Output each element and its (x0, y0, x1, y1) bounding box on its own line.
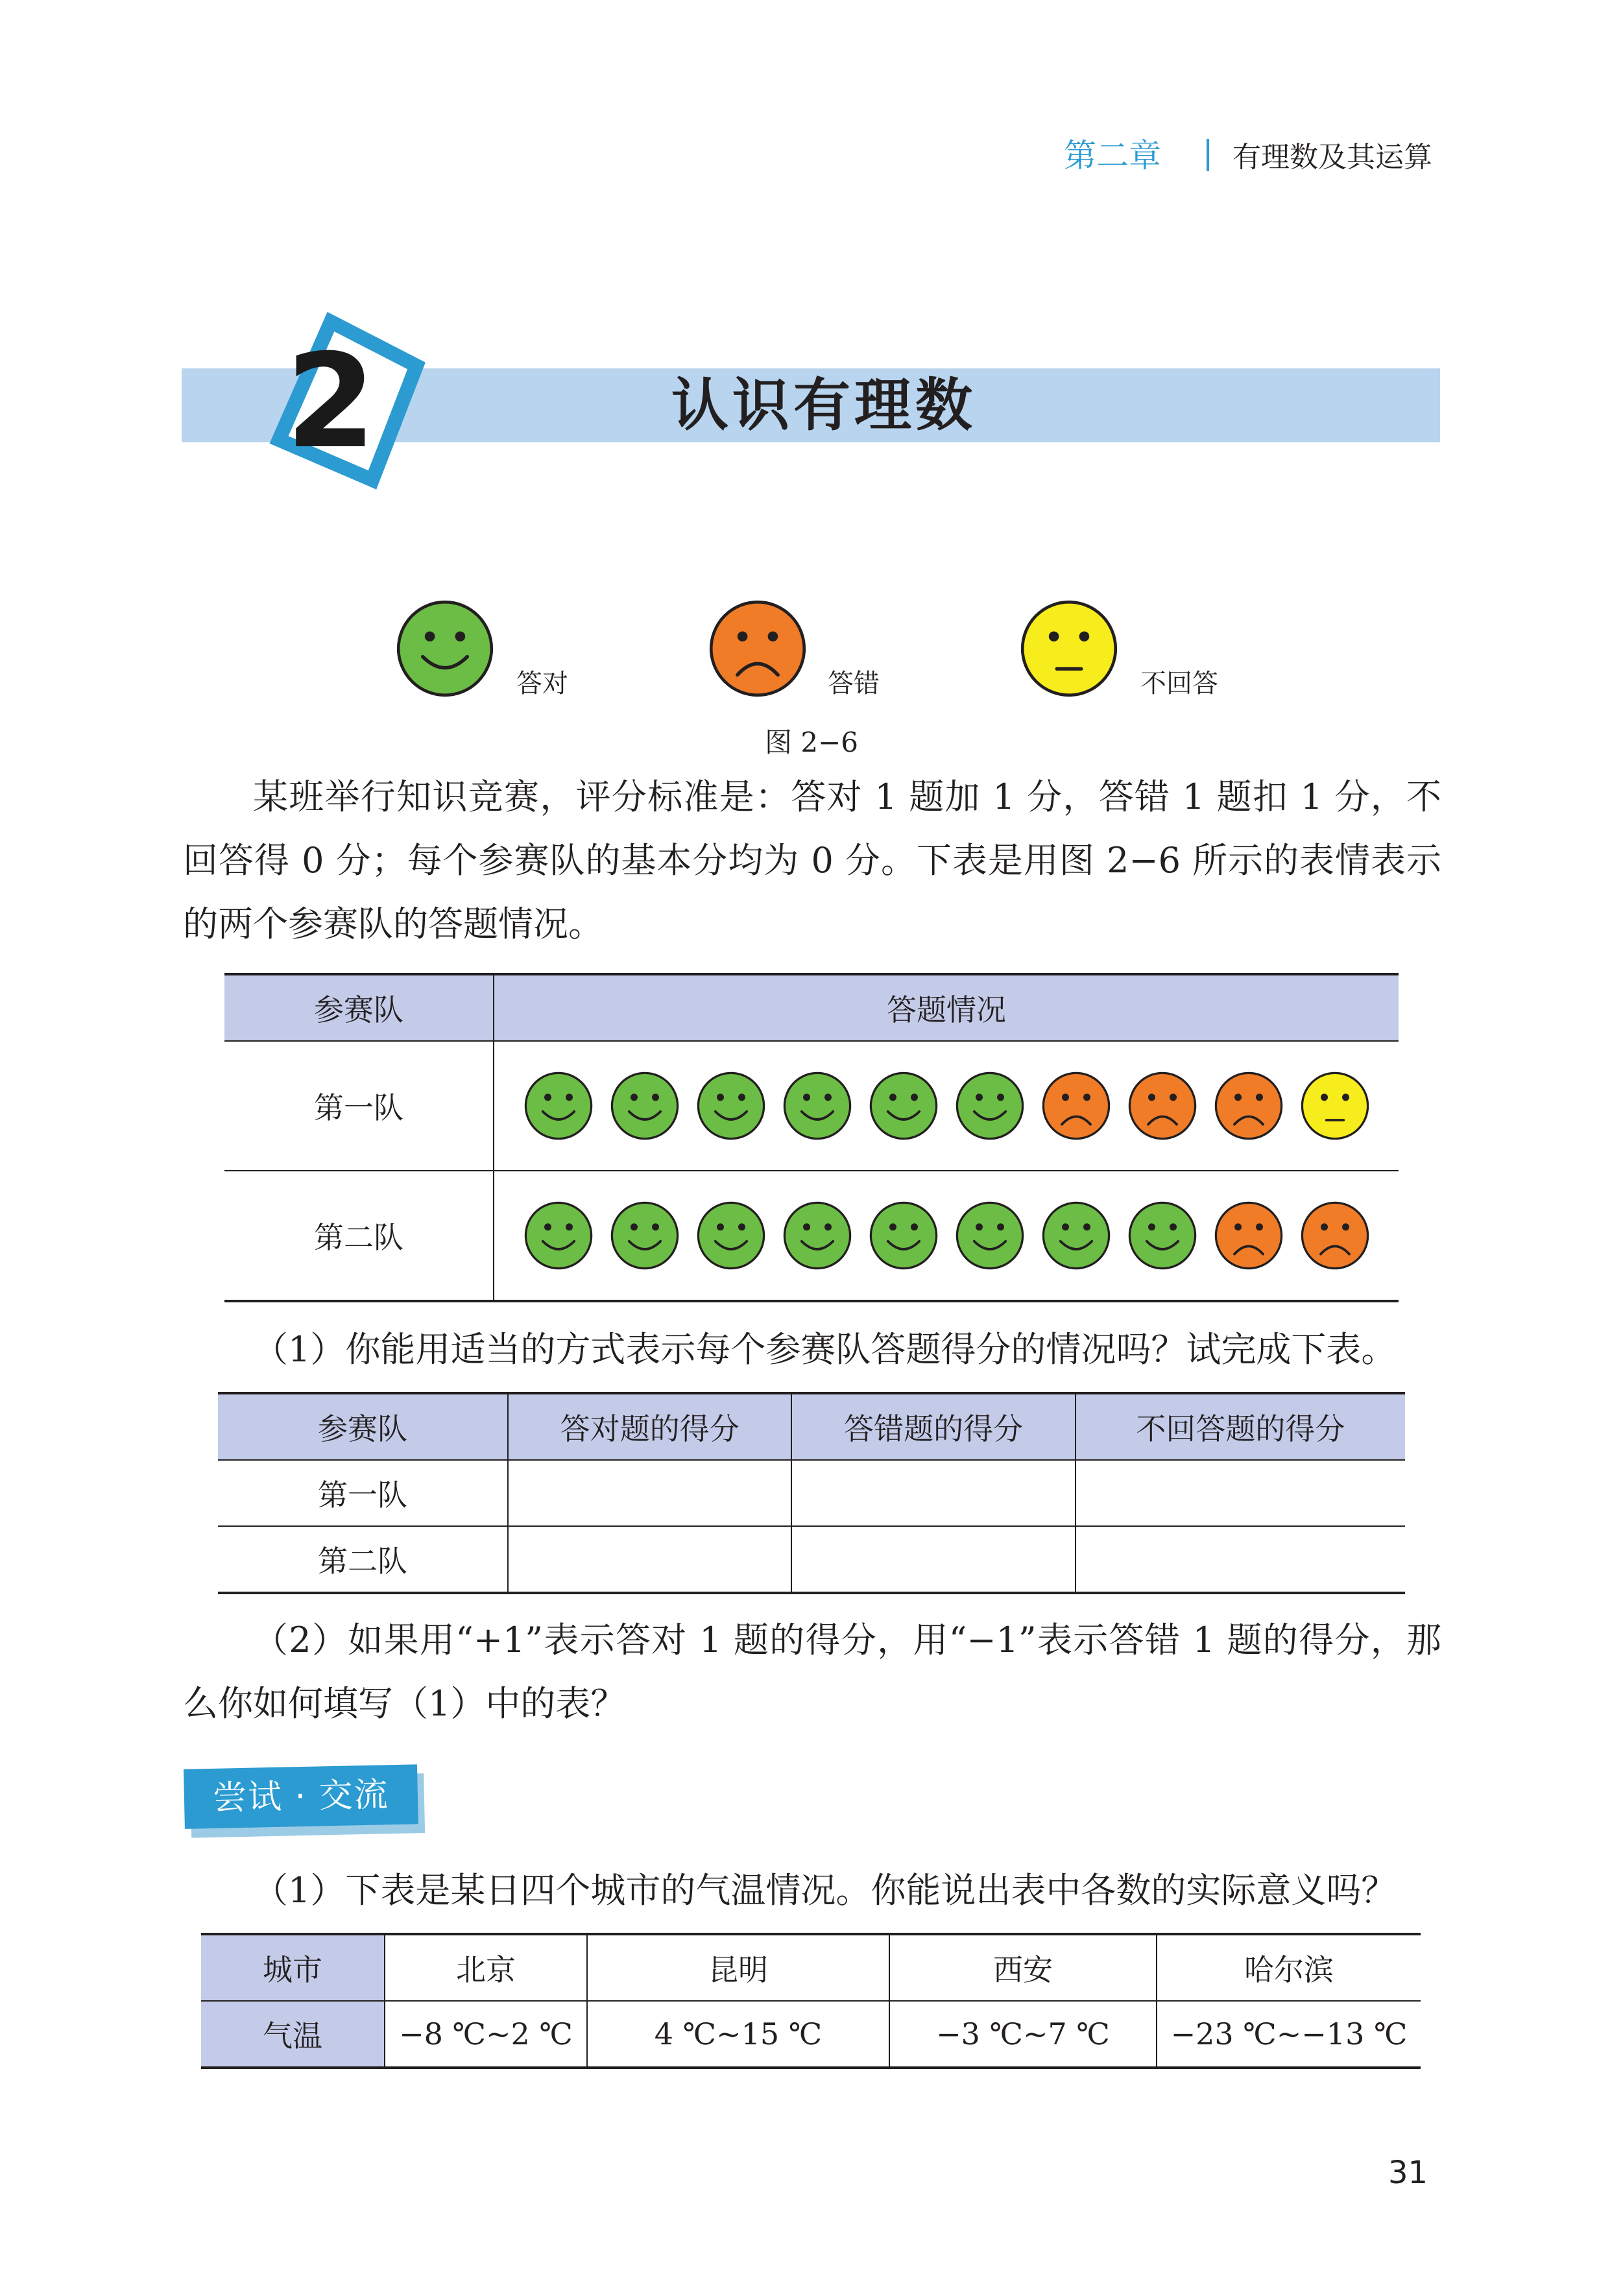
happy-face-icon (394, 598, 496, 699)
row-header: 气温 (201, 2001, 385, 2068)
sad-face-icon (1213, 1070, 1284, 1142)
figure-caption: 图 2−6 (765, 726, 858, 758)
sad-face-icon (707, 598, 808, 699)
question-2: （2）如果用“+1”表示答对 1 题的得分，用“−1”表示答错 1 题的得分，那么你如何填写（1）中的表？ (183, 1620, 1441, 1724)
score-cell[interactable] (508, 1526, 791, 1593)
question-1: （1）你能用适当的方式表示每个参赛队答题得分的情况吗？试完成下表。 (253, 1329, 1397, 1370)
temp-cell: −8 ℃~2 ℃ (385, 2001, 587, 2068)
happy-face-icon (609, 1070, 680, 1142)
score-cell[interactable] (1076, 1460, 1405, 1526)
team-cell: 第二队 (218, 1526, 508, 1593)
city-cell: 哈尔滨 (1157, 1934, 1421, 2001)
answer-status-table (224, 973, 1399, 1302)
happy-face-icon (954, 1200, 1026, 1271)
happy-face-icon (695, 1070, 767, 1142)
section-number: 2 (285, 326, 376, 477)
team-cell: 第一队 (218, 1460, 508, 1526)
table-row (218, 1460, 1405, 1526)
temp-cell: −23 ℃~−13 ℃ (1157, 2001, 1421, 2068)
table-row (224, 1041, 1399, 1171)
happy-face-icon (954, 1070, 1026, 1142)
section-title: 认识有理数 (671, 372, 976, 438)
table-header: 参赛队 (224, 974, 494, 1041)
sad-face-icon (1127, 1070, 1198, 1142)
happy-face-icon (782, 1200, 853, 1271)
happy-face-icon (782, 1070, 853, 1142)
score-cell[interactable] (791, 1460, 1075, 1526)
happy-face-icon (695, 1200, 767, 1271)
table-header: 答题情况 (494, 974, 1399, 1041)
legend-label-correct: 答对 (516, 669, 568, 699)
legend-label-wrong: 答错 (828, 669, 880, 699)
try-exchange-label: 尝试 · 交流 (212, 1775, 390, 1818)
table-row (218, 1526, 1405, 1593)
score-table (218, 1392, 1405, 1594)
happy-face-icon (523, 1070, 594, 1142)
city-temperature-table (201, 1933, 1421, 2069)
score-cell[interactable] (1076, 1526, 1405, 1593)
legend-label-no-answer: 不回答 (1140, 669, 1218, 699)
city-cell: 昆明 (587, 1934, 889, 2001)
page-number: 31 (1388, 2155, 1428, 2191)
row-header: 城市 (201, 1934, 385, 2001)
table-header: 答错题的得分 (791, 1393, 1075, 1460)
temp-cell: −3 ℃~7 ℃ (889, 2001, 1157, 2068)
happy-face-icon (1040, 1200, 1112, 1271)
city-cell: 西安 (889, 1934, 1157, 2001)
happy-face-icon (868, 1070, 939, 1142)
table-row (201, 1934, 1421, 2001)
question-3: （1）下表是某日四个城市的气温情况。你能说出表中各数的实际意义吗？ (253, 1870, 1397, 1911)
table-row (224, 1171, 1399, 1301)
table-header: 答对题的得分 (508, 1393, 791, 1460)
happy-face-icon (523, 1200, 594, 1271)
chapter-title: 有理数及其运算 (1232, 141, 1432, 174)
happy-face-icon (868, 1200, 939, 1271)
table-header: 不回答题的得分 (1076, 1393, 1405, 1460)
try-exchange-tag (184, 1764, 424, 1834)
happy-face-icon (1127, 1200, 1198, 1271)
happy-face-icon (609, 1200, 680, 1271)
neutral-face-icon (1018, 598, 1120, 699)
score-cell[interactable] (508, 1460, 791, 1526)
sad-face-icon (1213, 1200, 1284, 1271)
team-cell: 第一队 (224, 1041, 494, 1171)
sad-face-icon (1299, 1200, 1371, 1271)
chapter-label: 第二章 (1064, 137, 1161, 174)
intro-paragraph: 某班举行知识竞赛，评分标准是：答对 1 题加 1 分，答错 1 题扣 1 分，不回答得 0 分；每个参赛队的基本分均为 0 分。下表是用图 2−6 所示的表情表示的两个参赛队的答题情况。 (183, 776, 1441, 944)
table-header: 参赛队 (218, 1393, 508, 1460)
sad-face-icon (1040, 1070, 1112, 1142)
city-cell: 北京 (385, 1934, 587, 2001)
faces-cell (494, 1171, 1399, 1301)
header-divider (1207, 139, 1209, 171)
temp-cell: 4 ℃~15 ℃ (587, 2001, 889, 2068)
faces-cell (494, 1041, 1399, 1171)
table-row (201, 2001, 1421, 2068)
score-cell[interactable] (791, 1526, 1075, 1593)
neutral-face-icon (1299, 1070, 1371, 1142)
team-cell: 第二队 (224, 1171, 494, 1301)
